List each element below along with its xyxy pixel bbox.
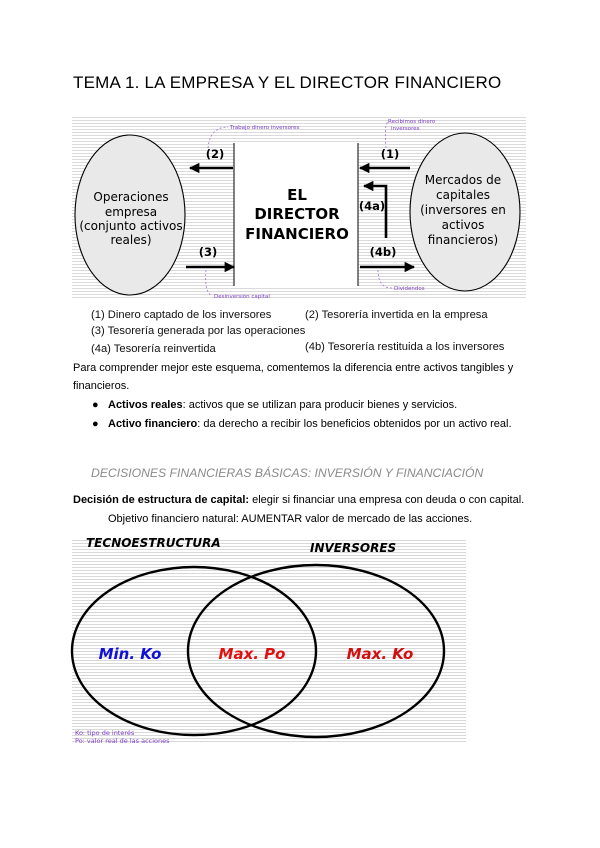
- director-line-1: EL: [287, 186, 307, 204]
- operations-line-3: (conjunto activos: [79, 219, 183, 233]
- venn-background: [72, 538, 466, 744]
- director-line-3: FINANCIERO: [245, 225, 349, 243]
- note-top-right-2: inversores: [391, 126, 420, 132]
- note-bottom-right: Dividendos: [394, 286, 425, 292]
- bullet-term: Activos reales: [108, 399, 183, 411]
- markets-line-4: activos: [441, 218, 485, 232]
- markets-line-3: (inversores en: [420, 203, 506, 217]
- legend-2: (2) Tesorería invertida en la empresa: [305, 309, 488, 321]
- markets-line-5: financieros): [427, 233, 499, 247]
- legend-1: (1) Dinero captado de los inversores: [91, 309, 272, 321]
- director-line-2: DIRECTOR: [254, 205, 340, 223]
- bullet-term: Activo financiero: [108, 418, 198, 430]
- arrow-label-4a: (4a): [358, 199, 386, 213]
- min-ko-label: Min. Ko: [98, 645, 162, 663]
- arrow-label-2: (2): [205, 147, 225, 161]
- capital-decision-text: elegir si financiar una empresa con deuda o con capital.: [249, 494, 525, 506]
- operations-line-2: empresa: [104, 205, 158, 219]
- bullet-icon: ●: [92, 418, 99, 430]
- operations-line-4: reales): [110, 233, 152, 247]
- note-bottom-left: Desinversión capital: [214, 294, 270, 300]
- arrow-label-3: (3): [198, 245, 218, 259]
- operations-line-1: Operaciones: [93, 190, 169, 204]
- note-top-left: Trabajo dinero inversores: [230, 125, 300, 131]
- legend-4a: (4a) Tesorería reinvertida: [91, 343, 216, 355]
- bullet-text: : da derecho a recibir los beneficios obtenidos por un activo real.: [197, 418, 512, 430]
- markets-line-2: capitales: [436, 188, 490, 202]
- legend-4b: (4b) Tesorería restituida a los inversores: [305, 341, 505, 353]
- max-po-label: Max. Po: [218, 645, 286, 663]
- note-ko: Ko: tipo de interés: [75, 729, 135, 737]
- note-top-right-1: Recibimos dinero: [388, 119, 436, 125]
- arrow-label-4b: (4b): [369, 245, 397, 259]
- bullet-text: : activos que se utilizan para producir bienes y servicios.: [182, 399, 458, 411]
- capital-decision-term: Decisión de estructura de capital:: [73, 494, 250, 506]
- markets-line-1: Mercados de: [424, 173, 502, 187]
- page-title: TEMA 1. LA EMPRESA Y EL DIRECTOR FINANCIERO: [73, 73, 502, 92]
- tecnoestructura-label: TECNOESTRUCTURA: [86, 536, 221, 550]
- arrow-label-1: (1): [380, 147, 400, 161]
- section-heading: DECISIONES FINANCIERAS BÁSICAS: INVERSIÓN Y FINANCIACIÓN: [91, 466, 484, 480]
- inversores-label: INVERSORES: [310, 541, 397, 555]
- max-ko-label: Max. Ko: [346, 645, 414, 663]
- intro-paragraph: Para comprender mejor este esquema, comentemos la diferencia entre activos tangibles y financieros.: [73, 362, 514, 392]
- objective-line: Objetivo financiero natural: AUMENTAR valor de mercado de las acciones.: [108, 513, 473, 525]
- legend-3: (3) Tesorería generada por las operaciones: [91, 325, 306, 337]
- note-po: Po: valor real de las acciones: [75, 737, 170, 745]
- bullet-icon: ●: [92, 399, 99, 411]
